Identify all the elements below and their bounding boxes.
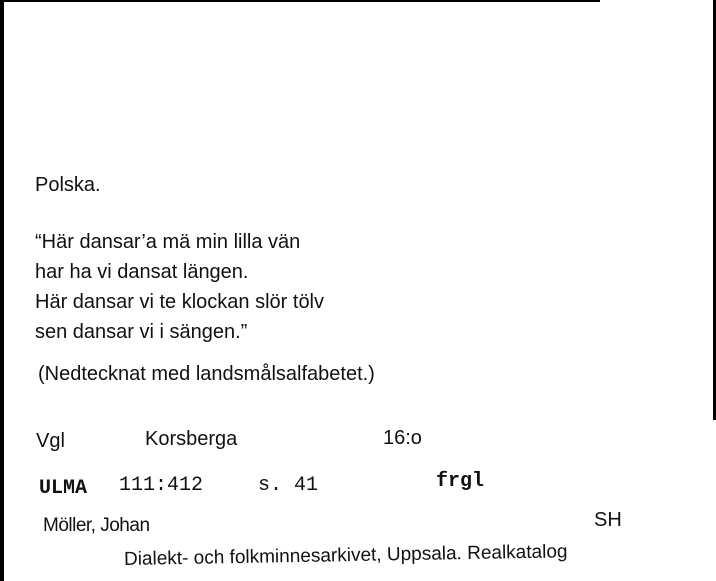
archive-name: ULMA	[39, 477, 88, 500]
card-top-edge	[0, 0, 600, 2]
card-left-edge	[0, 0, 4, 581]
archive-footer: Dialekt- och folkminnesarkivet, Uppsala. Realkatalog	[123, 541, 568, 570]
archive-reference: 111:412	[119, 474, 204, 497]
page-reference: s. 41	[258, 474, 319, 497]
verse-line: Här dansar vi te klockan slör tölv	[35, 291, 325, 313]
song-verse	[35, 227, 324, 347]
category-tag: frgl	[436, 470, 485, 493]
recorder-initials: SH	[594, 509, 622, 531]
region-code: Vgl	[36, 430, 65, 452]
place-name: Korsberga	[145, 428, 238, 450]
transcription-note: (Nedtecknat med landsmålsalfabetet.)	[38, 363, 375, 385]
verse-line: sen dansar vi i sängen.”	[35, 321, 248, 343]
collector-name: Möller, Johan	[43, 515, 150, 536]
classification-code: 16:o	[383, 427, 422, 449]
verse-line: har ha vi dansat längen.	[35, 261, 249, 283]
verse-line: “Här dansar’a mä min lilla vän	[35, 231, 301, 253]
song-title: Polska.	[35, 174, 101, 196]
